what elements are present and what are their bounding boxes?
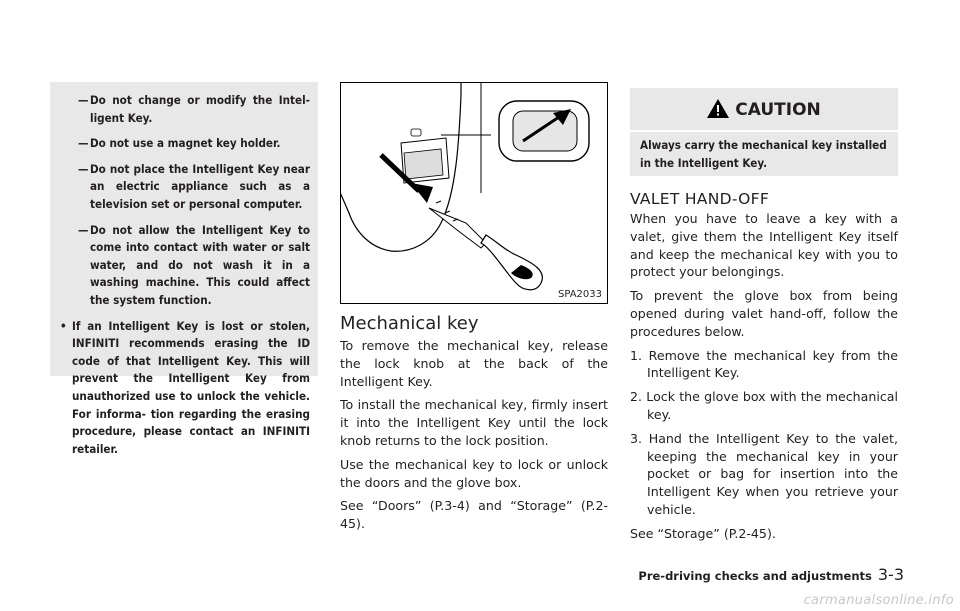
caution-header (630, 88, 898, 132)
paragraph: To install the mechanical key, firmly insert it into the Intelligent Key until the lock knob returns to the lock position. (340, 397, 608, 448)
warning-notes (60, 92, 310, 458)
warning-item: — Do not place the Intelligent Key near an electric appliance such as a television set or personal computer. (78, 161, 310, 211)
step-item: 3. Hand the Intelligent Key to the valet, keeping the mechanical key in your pocket or bag for insertion into the Intelligent Key when you retrieve your vehicle. (630, 430, 898, 517)
paragraph: Use the mechanical key to lock or unlock the doors and the glove box. (340, 456, 608, 490)
section-heading-mechanical-key: Mechanical key (340, 313, 479, 334)
warning-bullet: • If an Intelligent Key is lost or stolen, INFINITI recommends erasing the ID code of that Intelligent Key. This will prevent the Intelligent Key from unauthorized use to unlock the vehicle. For informa- tion regarding the erasing procedure, please contact an INFINITI retailer. (60, 318, 310, 456)
mechanical-key-figure (340, 82, 608, 304)
warning-triangle-icon (707, 99, 729, 123)
step-item: 2. Lock the glove box with the mechanical key. (630, 389, 898, 422)
caution-title: CAUTION (735, 100, 821, 120)
mechanical-key-text (340, 337, 608, 539)
valet-text (630, 210, 898, 549)
see-also: See “Storage” (P.2-45). (630, 525, 776, 541)
page-footer (638, 565, 904, 584)
watermark: carmanualsonline.info (803, 593, 954, 608)
section-name: Pre-driving checks and adjustments (638, 569, 872, 583)
caution-text: Always carry the mechanical key installed in the Intelligent Key. (640, 138, 887, 170)
key-illustration (341, 83, 607, 303)
paragraph: See “Doors” (P.3-4) and “Storage” (P.2-45). (340, 498, 608, 532)
warning-item: — Do not use a magnet key holder. (78, 136, 281, 151)
figure-label: SPA2033 (557, 289, 602, 300)
paragraph: When you have to leave a key with a valet, give them the Intelligent Key itself and keep the mechanical key with you to protect your belongings. (630, 211, 898, 280)
section-heading-valet: VALET HAND-OFF (630, 190, 770, 208)
paragraph: To prevent the glove box from being opened during valet hand-off, follow the procedures below. (630, 288, 898, 339)
warning-item: — Do not allow the Intelligent Key to come into contact with water or salt water, and do not wash it in a washing machine. This could affect the system function. (78, 222, 310, 307)
page-number: 3-3 (877, 565, 904, 584)
step-item: 1. Remove the mechanical key from the Intelligent Key. (630, 347, 898, 381)
paragraph: To remove the mechanical key, release the lock knob at the back of the Intelligent Key. (340, 338, 608, 389)
warning-item: — Do not change or modify the Intel- ligent Key. (78, 93, 310, 125)
